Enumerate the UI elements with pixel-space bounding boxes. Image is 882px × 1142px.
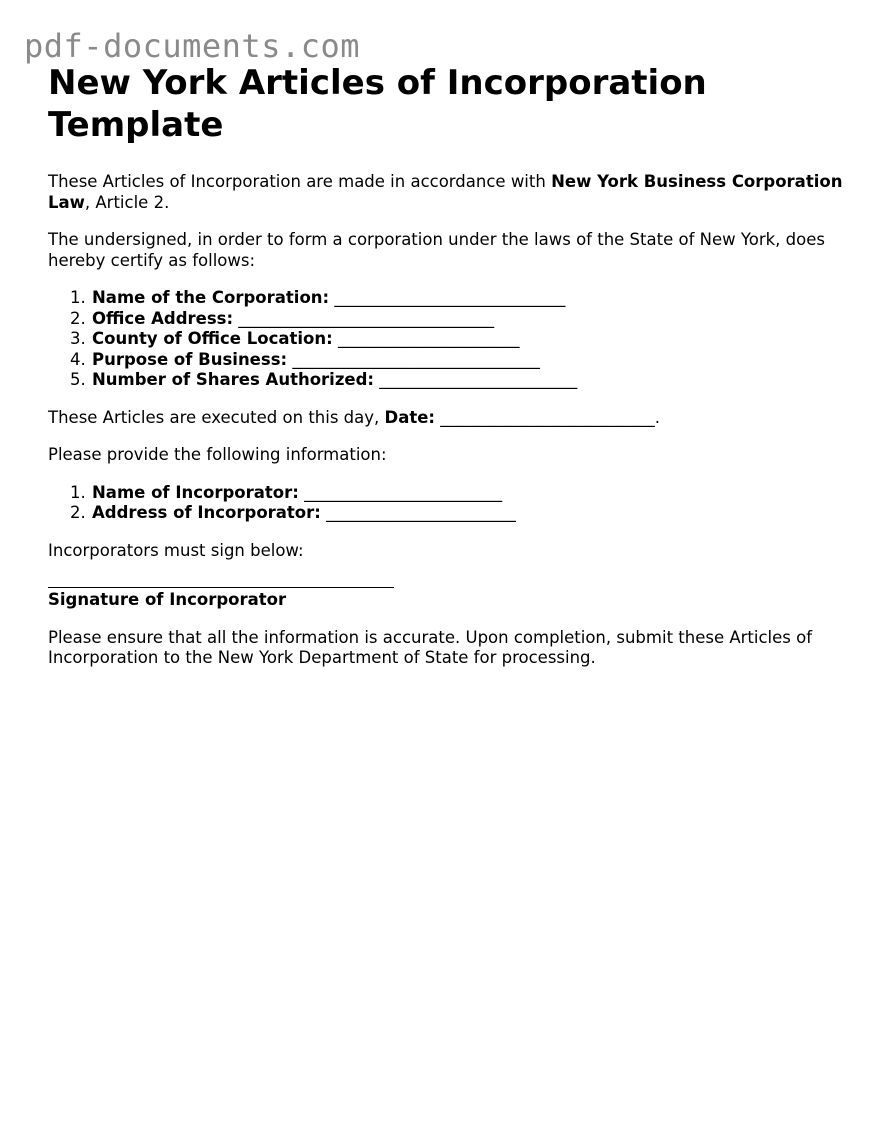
intro-prefix: These Articles of Incorporation are made in accordance with — [48, 172, 552, 191]
field-label: Address of Incorporator: — [92, 503, 321, 522]
field-blank[interactable]: ______________________ — [337, 329, 520, 348]
field-purpose — [91, 350, 848, 371]
closing-paragraph: Please ensure that all the information is accurate. Upon completion, submit these Articles of Incorporation to the New York Department of State for processing. — [48, 627, 813, 667]
execution-paragraph — [48, 408, 848, 429]
document-body — [48, 62, 848, 669]
provide-paragraph: Please provide the following information: — [48, 445, 387, 464]
field-blank[interactable]: _______________________________ — [238, 308, 495, 328]
field-label: Name of Incorporator: — [92, 482, 299, 502]
field-incorporator-address — [91, 503, 848, 524]
field-incorporator-name — [91, 483, 848, 504]
signature-label: Signature of Incorporator — [48, 590, 287, 609]
field-blank[interactable]: _______________________ — [326, 503, 516, 522]
field-office-address — [91, 309, 848, 330]
intro-suffix: , Article 2. — [84, 192, 170, 212]
field-label: Purpose of Business: — [92, 349, 288, 369]
document-title: New York Articles of Incorporation Template — [48, 63, 707, 145]
law-name: New York Business Corporation Law — [48, 172, 843, 212]
field-blank[interactable]: ________________________ — [379, 370, 578, 389]
field-label: Name of the Corporation: — [92, 288, 330, 307]
execution-prefix: These Articles are executed on this day, — [48, 407, 385, 427]
date-blank[interactable]: __________________________. — [440, 407, 661, 427]
intro-paragraph — [48, 172, 848, 213]
field-blank[interactable]: ______________________________ — [292, 349, 540, 369]
date-label: Date: — [384, 407, 436, 427]
corporation-fields-list — [48, 288, 848, 391]
undersigned-paragraph: The undersigned, in order to form a corporation under the laws of the State of New York, does hereby certify as follows: — [48, 230, 825, 270]
watermark: pdf-documents.com — [24, 27, 361, 65]
field-label: Office Address: — [92, 308, 234, 328]
field-blank[interactable]: ____________________________ — [334, 288, 566, 307]
field-shares — [91, 370, 848, 391]
field-blank[interactable]: ________________________ — [304, 482, 503, 502]
field-county — [91, 329, 848, 350]
incorporator-fields-list — [48, 483, 848, 524]
field-label: County of Office Location: — [92, 329, 333, 348]
must-sign-paragraph: Incorporators must sign below: — [48, 540, 304, 560]
field-corporation-name — [91, 288, 848, 309]
field-label: Number of Shares Authorized: — [92, 370, 375, 389]
signature-line[interactable] — [48, 587, 394, 588]
